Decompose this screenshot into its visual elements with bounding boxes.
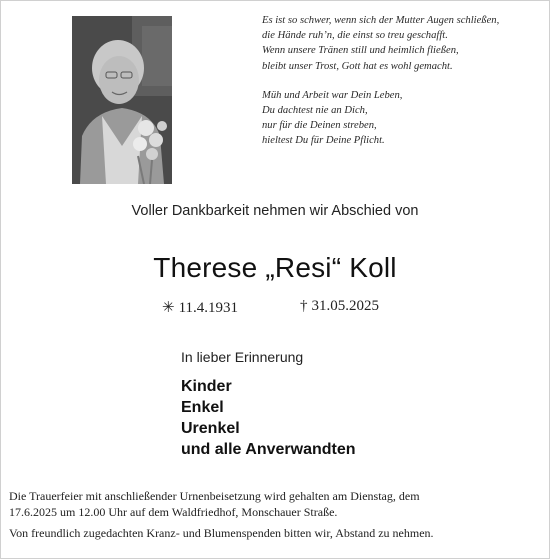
flowers-request — [9, 525, 541, 541]
poem — [262, 13, 542, 149]
funeral-line: Die Trauerfeier mit anschließender Urnenbeisetzung wird gehalten am Dienstag, dem — [9, 489, 420, 503]
family-list — [181, 376, 356, 460]
memory-text: In lieber Erinnerung — [181, 349, 304, 365]
birth-date-value: 11.4.1931 — [178, 300, 239, 316]
family-member: Kinder — [181, 378, 232, 395]
family-member: und alle Anverwandten — [181, 441, 356, 458]
death-date-value: 31.05.2025 — [311, 298, 379, 314]
poem-line: nur für die Deinen streben, — [262, 120, 377, 132]
poem-line: hieltest Du für Deine Pflicht. — [262, 135, 385, 147]
intro-text: Voller Dankbarkeit nehmen wir Abschied von — [131, 203, 419, 219]
family-member: Enkel — [181, 399, 224, 416]
funeral-notice — [9, 488, 541, 541]
poem-line: Wenn unsere Tränen still und heimlich fließen, — [262, 45, 459, 57]
poem-stanza-2 — [262, 88, 542, 149]
poem-line: bleibt unser Trost, Gott hat es wohl gemacht. — [262, 60, 453, 72]
poem-line: die Hände ruh’n, die einst so treu geschafft. — [262, 30, 448, 42]
poem-line: Müh und Arbeit war Dein Leben, — [262, 89, 403, 101]
deceased-name: Therese „Resi“ Koll — [153, 252, 397, 283]
poem-line: Es ist so schwer, wenn sich der Mutter Augen schließen, — [262, 15, 500, 26]
death-date — [300, 298, 379, 315]
portrait-photo — [72, 16, 172, 184]
birth-date — [162, 298, 238, 317]
birth-star-icon: ✳ — [162, 300, 175, 316]
flowers-line: Von freundlich zugedachten Kranz- und Blumenspenden bitten wir, Abstand zu nehmen. — [9, 526, 434, 540]
poem-stanza-1 — [262, 13, 542, 74]
funeral-line: 17.6.2025 um 12.00 Uhr auf dem Waldfriedhof, Monschauer Straße. — [9, 505, 338, 519]
funeral-details — [9, 488, 541, 520]
death-cross-icon: † — [300, 298, 308, 314]
family-member: Urenkel — [181, 420, 240, 437]
poem-line: Du dachtest nie an Dich, — [262, 105, 368, 117]
